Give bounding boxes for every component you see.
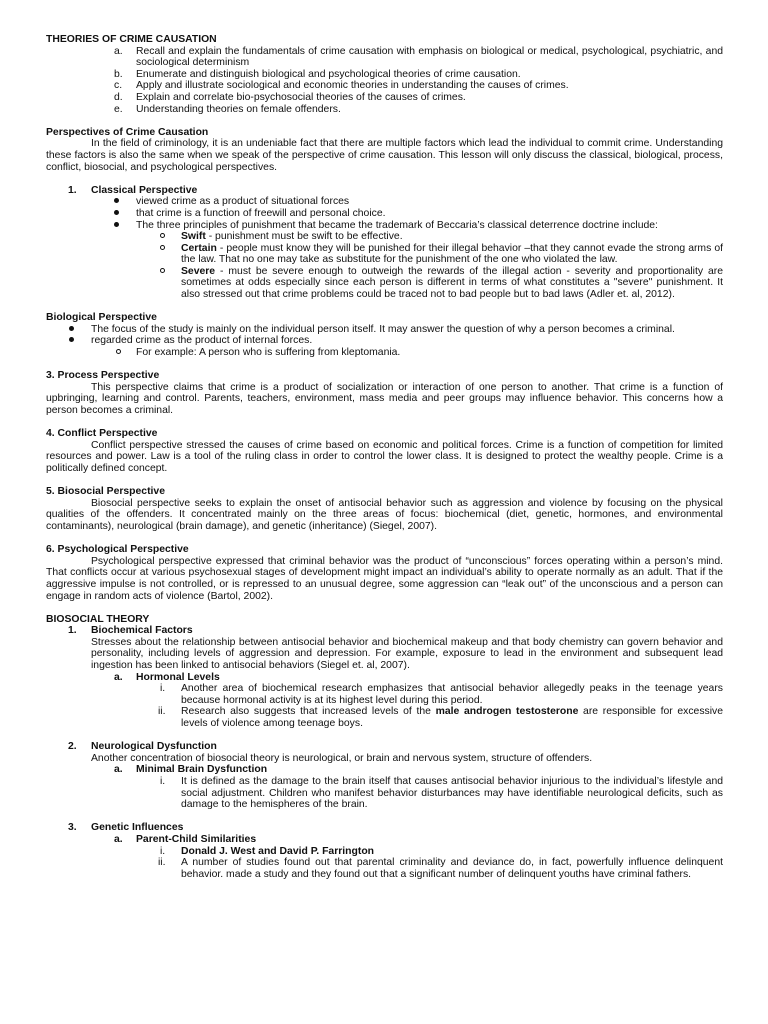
circle-bullet-icon — [160, 268, 165, 273]
list-item: viewed crime as a product of situational forces — [46, 196, 723, 208]
paragraph: In the field of criminology, it is an undeniable fact that there are multiple factors which lead the individual to commit crime. Understanding these factors is also the same when we speak of the perspective of crime causation. This lesson will only discuss the classical, biological, process, conflict, biosocial, and psychological perspectives. — [46, 138, 723, 173]
roman-list-item: i. It is defined as the damage to the brain itself that causes antisocial behavior injurious to the individual’s lifestyle and social adjustment. Children who manifest behavior disturbances may have identifiable neurological deficits, such as damage to the hemispheres of the brain. — [160, 776, 723, 811]
term: Severe — [181, 265, 216, 277]
section-heading: BIOSOCIAL THEORY — [46, 613, 150, 625]
paragraph: Psychological perspective expressed that criminal behavior was the product of “unconscious” forces operating within a person’s mind. That conflicts occur at various psychosexual stages of development might impact an individual’s ability to operate normally as an adult. That if the aggressive impulse is not controlled, or is repressed to an unusual degree, some aggression can “leak out” of the unconscious and a person can engage in random acts of violence (Bartol, 2002). — [46, 555, 723, 602]
list-item: that crime is a function of freewill and personal choice. — [46, 208, 723, 220]
subsection-heading: 1. Biochemical Factors — [68, 625, 193, 637]
list-item: The three principles of punishment that became the trademark of Beccaria’s classical deterrence doctrine include: — [46, 220, 723, 232]
term: Certain — [181, 242, 217, 254]
term: Swift — [181, 231, 206, 243]
objectives-list — [46, 46, 723, 116]
paragraph: Biosocial perspective seeks to explain the onset of antisocial behavior such as aggression and violence by focusing on the physical qualities of the offenders. It concentrated mainly on the three areas of focus: biochemical (diet, genetic, hormones, and environmental contaminants), neurological (brain damage), and genetic (inheritance) (Siegel, 2007). — [46, 497, 723, 532]
paragraph: Stresses about the relationship between antisocial behavior and biochemical makeup and that body chemistry can govern behavior and personality, including levels of aggression and depression. For example, exposure to lead in the environment and subsequent lead ingestion has been linked to antisocial behaviors (Siegel et. al, 2007). — [91, 636, 723, 672]
bullet-icon — [114, 222, 119, 227]
objective-item: e. Understanding theories on female offenders. — [114, 103, 341, 115]
biological-section — [46, 312, 723, 358]
sub-list-item: Severe - must be severe enough to outweigh the rewards of the illegal action - severity and proportionality are sometimes at odds especially since each person is different in terms of what constitutes a "severe" punishment. It also stressed out that crime problems could be traced not to bad people but to bad laws (Adler et. al, 2012). — [46, 266, 723, 301]
psychological-section — [46, 544, 723, 602]
paragraph: This perspective claims that crime is a product of socialization or interaction of one person to another. That crime is a function of upbringing, learning and control. Parents, teachers, environment, mass media and peer groups may influence behavior. This concerns how a person becomes a criminal. — [46, 381, 723, 416]
section-heading: 6. Psychological Perspective — [46, 544, 189, 556]
biosocial-theory-section — [46, 614, 723, 881]
bullet-icon — [69, 337, 74, 342]
objective-item: a. Recall and explain the fundamentals of crime causation with emphasis on biological or medical, psychological, psychiatric, and sociological determinism — [114, 45, 723, 69]
roman-list-item: i. Donald J. West and David P. Farrington — [160, 845, 375, 857]
bullet-icon — [69, 326, 74, 331]
paragraph: Another concentration of biosocial theory is neurological, or brain and nervous system, structure of offenders. — [91, 752, 593, 764]
subsection-heading: 2. Neurological Dysfunction — [68, 741, 217, 753]
objective-item: d. Explain and correlate bio-psychosocial theories of the causes of crimes. — [114, 91, 466, 103]
list-item: regarded crime as the product of internal forces. — [46, 335, 723, 347]
conflict-section — [46, 428, 723, 474]
section-heading: Biological Perspective — [46, 312, 157, 324]
section-heading: 4. Conflict Perspective — [46, 428, 158, 440]
circle-bullet-icon — [160, 245, 165, 250]
section-heading: 3. Process Perspective — [46, 370, 160, 382]
paragraph: Conflict perspective stressed the causes of crime based on economic and political forces. Crime is a function of competition for limited resources and power. Law is a tool of the ruling class in order to control the lower class. It is designed to protect the wealthy people. Crime is a politically defined concept. — [46, 439, 723, 474]
list-item: The focus of the study is mainly on the individual person itself. It may answer the question of why a person becomes a criminal. — [46, 324, 723, 336]
sub-list-item: Swift - punishment must be swift to be effective. — [46, 231, 723, 243]
biosocial-section — [46, 486, 723, 532]
perspectives-section — [46, 127, 723, 173]
bullet-icon — [114, 198, 119, 203]
roman-list-item: ii. Research also suggests that increased levels of the male androgen testosterone are responsible for excessive levels of violence among teenage boys. — [158, 706, 724, 730]
section-heading: Perspectives of Crime Causation — [46, 126, 209, 138]
intro-section — [46, 34, 723, 115]
section-heading: 5. Biosocial Perspective — [46, 486, 165, 498]
bullet-icon — [114, 210, 119, 215]
objective-item: c. Apply and illustrate sociological and economic theories in understanding the causes of crimes. — [114, 80, 569, 92]
process-section — [46, 370, 723, 416]
objective-item: b. Enumerate and distinguish biological and psychological theories of crime causation. — [114, 68, 521, 80]
sub-heading: a. Minimal Brain Dysfunction — [114, 764, 268, 776]
doc-title: THEORIES OF CRIME CAUSATION — [46, 34, 217, 45]
sub-heading: a. Parent-Child Similarities — [114, 833, 257, 845]
subsection-heading: 3. Genetic Influences — [68, 822, 184, 834]
circle-bullet-icon — [160, 233, 165, 238]
classical-section — [46, 185, 723, 301]
circle-bullet-icon — [116, 349, 121, 354]
roman-list-item: i. Another area of biochemical research emphasizes that antisocial behavior allegedly peaks in the teenage years because hormonal activity is at its highest level during this period. — [160, 683, 723, 706]
section-heading: 1. Classical Perspective — [68, 184, 198, 196]
roman-list-item: ii. A number of studies found out that parental criminality and deviance do, in fact, powerfully influence delinquent behavior. made a study and they found out that a significant number of delinquent youths have criminal fathers. — [158, 857, 723, 880]
sub-heading: a. Hormonal Levels — [114, 671, 220, 683]
sub-list-item: For example: A person who is suffering from kleptomania. — [46, 347, 723, 359]
sub-list-item: Certain - people must know they will be punished for their illegal behavior –that they cannot evade the strong arms of the law. That no one may take as substitute for the punishment of the one who violated the law. — [46, 243, 723, 266]
